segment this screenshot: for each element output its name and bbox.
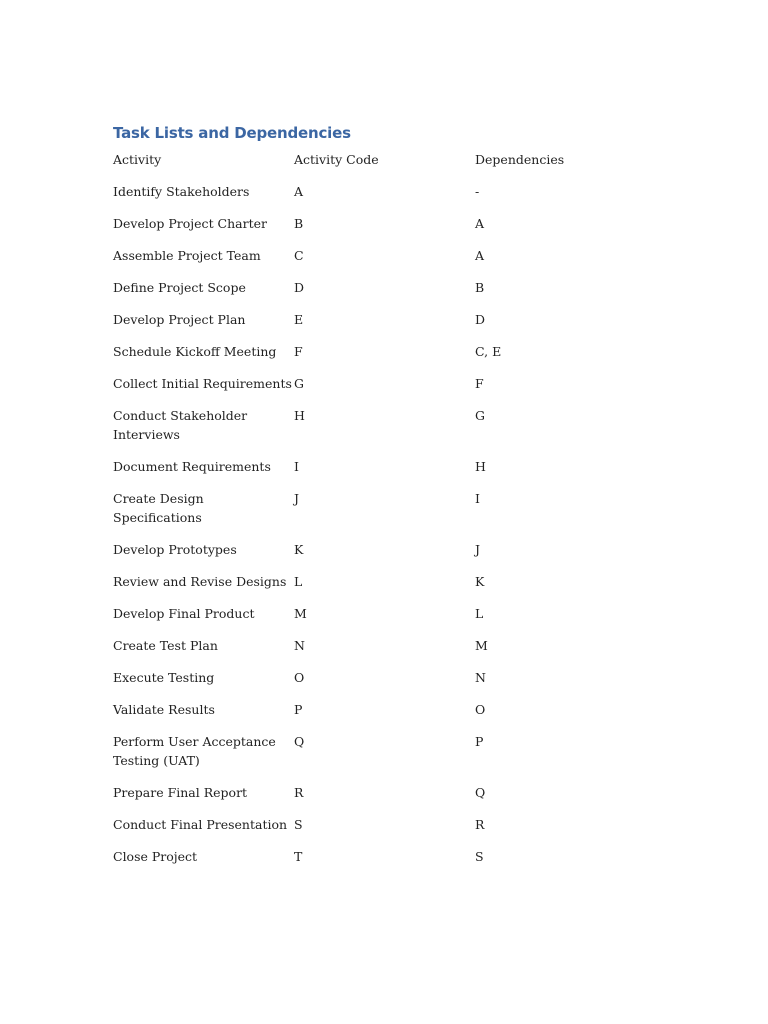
- dependencies-cell: J: [475, 542, 481, 557]
- activity-code-cell: C: [294, 248, 304, 263]
- table-row: [113, 278, 673, 310]
- dependencies-cell: G: [475, 408, 485, 423]
- table-row: [113, 815, 673, 847]
- table-row: [113, 374, 673, 406]
- dependencies-cell: K: [475, 574, 485, 589]
- dependencies-cell: S: [475, 849, 484, 864]
- activity-cell: Develop Project Charter: [113, 216, 267, 231]
- dependencies-cell: F: [475, 376, 484, 391]
- activity-code-cell: S: [294, 817, 303, 832]
- activity-code-cell: J: [294, 491, 300, 506]
- table-row: [113, 572, 673, 604]
- dependencies-cell: A: [475, 216, 485, 231]
- activity-cell: Assemble Project Team: [113, 248, 261, 263]
- table-row: [113, 668, 673, 700]
- activity-code-cell: O: [294, 670, 305, 685]
- table-row: [113, 342, 673, 374]
- dependencies-cell: A: [475, 248, 485, 263]
- activity-cell: Review and Revise Designs: [113, 574, 287, 589]
- activity-code-cell: N: [294, 638, 305, 653]
- activity-code-cell: K: [294, 542, 304, 557]
- table-row: [113, 214, 673, 246]
- activity-code-cell: D: [294, 280, 305, 295]
- column-header-activity: Activity: [113, 152, 162, 167]
- table-row: [113, 783, 673, 815]
- dependencies-cell: L: [475, 606, 484, 621]
- activity-cell: Collect Initial Requirements: [113, 376, 292, 391]
- table-row: [113, 489, 673, 540]
- table-row: [113, 182, 673, 214]
- activity-cell: Execute Testing: [113, 670, 215, 685]
- dependencies-cell: H: [475, 459, 486, 474]
- table-row: [113, 457, 673, 489]
- activity-code-cell: H: [294, 408, 305, 423]
- activity-cell: Validate Results: [113, 702, 215, 717]
- table-row: [113, 246, 673, 278]
- activity-cell: Create Design Specifications: [113, 491, 204, 525]
- activity-cell: Close Project: [113, 849, 198, 864]
- activity-code-cell: M: [294, 606, 307, 621]
- activity-cell: Prepare Final Report: [113, 785, 248, 800]
- activity-code-cell: B: [294, 216, 304, 231]
- table-row: [113, 310, 673, 342]
- activity-cell: Document Requirements: [113, 459, 271, 474]
- dependencies-cell: P: [475, 734, 484, 749]
- table-row: [113, 732, 673, 783]
- dependencies-cell: -: [475, 184, 480, 199]
- task-table: [113, 150, 673, 879]
- dependencies-cell: I: [475, 491, 480, 506]
- activity-code-cell: G: [294, 376, 304, 391]
- activity-code-cell: A: [294, 184, 304, 199]
- activity-code-cell: E: [294, 312, 304, 327]
- activity-code-cell: T: [294, 849, 303, 864]
- dependencies-cell: R: [475, 817, 485, 832]
- activity-cell: Develop Final Product: [113, 606, 255, 621]
- table-body: [113, 182, 673, 879]
- document-heading: Task Lists and Dependencies: [113, 124, 351, 142]
- table-row: [113, 636, 673, 668]
- dependencies-cell: D: [475, 312, 486, 327]
- activity-code-cell: P: [294, 702, 303, 717]
- activity-cell: Perform User Acceptance Testing (UAT): [113, 734, 276, 768]
- activity-cell: Define Project Scope: [113, 280, 246, 295]
- dependencies-cell: N: [475, 670, 486, 685]
- table-row: [113, 604, 673, 636]
- column-header-dependencies: Dependencies: [475, 152, 565, 167]
- dependencies-cell: M: [475, 638, 488, 653]
- activity-code-cell: I: [294, 459, 299, 474]
- dependencies-cell: Q: [475, 785, 486, 800]
- activity-cell: Create Test Plan: [113, 638, 218, 653]
- dependencies-cell: O: [475, 702, 486, 717]
- table-row: [113, 847, 673, 879]
- table-row: [113, 700, 673, 732]
- activity-cell: Conduct Final Presentation: [113, 817, 288, 832]
- activity-cell: Develop Prototypes: [113, 542, 237, 557]
- dependencies-cell: C, E: [475, 344, 502, 359]
- table-header-row: [113, 150, 673, 182]
- column-header-code: Activity Code: [294, 152, 379, 167]
- activity-code-cell: Q: [294, 734, 305, 749]
- activity-cell: Schedule Kickoff Meeting: [113, 344, 277, 359]
- activity-code-cell: F: [294, 344, 303, 359]
- activity-cell: Develop Project Plan: [113, 312, 246, 327]
- activity-code-cell: R: [294, 785, 304, 800]
- dependencies-cell: B: [475, 280, 485, 295]
- table-row: [113, 540, 673, 572]
- activity-code-cell: L: [294, 574, 303, 589]
- activity-cell: Identify Stakeholders: [113, 184, 250, 199]
- activity-cell: Conduct Stakeholder Interviews: [113, 408, 248, 442]
- table-row: [113, 406, 673, 457]
